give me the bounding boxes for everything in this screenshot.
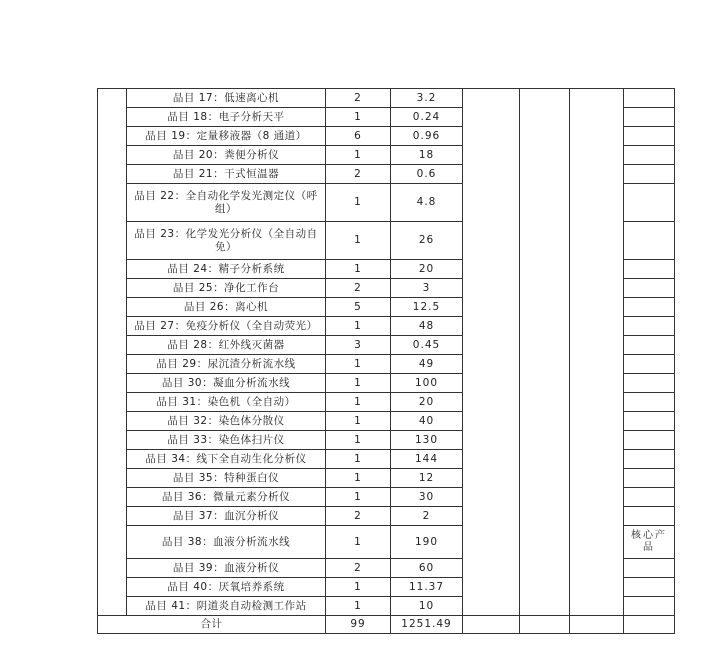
note-cell: [624, 260, 675, 279]
quantity-cell: 1: [326, 260, 391, 279]
amount-cell: 130: [391, 431, 463, 450]
item-name-cell: 品目 31：染色机（全自动）: [127, 393, 326, 412]
quantity-cell: 1: [326, 469, 391, 488]
amount-cell: 18: [391, 146, 463, 165]
item-name-cell: 品目 22：全自动化学发光测定仪（呼组）: [127, 184, 326, 222]
quantity-cell: 1: [326, 184, 391, 222]
amount-cell: 26: [391, 222, 463, 260]
item-name-cell: 品目 34：线下全自动生化分析仪: [127, 450, 326, 469]
item-name-cell: 品目 38：血液分析流水线: [127, 526, 326, 559]
amount-cell: 0.24: [391, 108, 463, 127]
item-name-cell: 品目 30：凝血分析流水线: [127, 374, 326, 393]
amount-cell: 100: [391, 374, 463, 393]
blank-cell: [624, 616, 675, 634]
quantity-cell: 2: [326, 559, 391, 578]
total-label-cell: 合计: [98, 616, 326, 634]
note-cell: [624, 108, 675, 127]
item-name-cell: 品目 25：净化工作台: [127, 279, 326, 298]
item-name-cell: 品目 35：特种蛋白仪: [127, 469, 326, 488]
amount-cell: 20: [391, 393, 463, 412]
blank-cell: [570, 89, 624, 616]
total-row: [98, 616, 675, 634]
item-name-cell: 品目 29：尿沉渣分析流水线: [127, 355, 326, 374]
quantity-cell: 2: [326, 507, 391, 526]
quantity-cell: 1: [326, 317, 391, 336]
item-name-cell: 品目 17：低速离心机: [127, 89, 326, 108]
quantity-cell: 2: [326, 279, 391, 298]
blank-cell: [463, 616, 520, 634]
quantity-cell: 1: [326, 450, 391, 469]
amount-cell: 20: [391, 260, 463, 279]
note-cell: [624, 559, 675, 578]
amount-cell: 60: [391, 559, 463, 578]
quantity-cell: 1: [326, 578, 391, 597]
note-cell: [624, 279, 675, 298]
category-cell: [98, 89, 127, 616]
item-name-cell: 品目 36：微量元素分析仪: [127, 488, 326, 507]
note-cell: [624, 431, 675, 450]
item-name-cell: 品目 23：化学发光分析仪（全自动自免）: [127, 222, 326, 260]
quantity-cell: 6: [326, 127, 391, 146]
amount-cell: 48: [391, 317, 463, 336]
item-name-cell: 品目 39：血液分析仪: [127, 559, 326, 578]
quantity-cell: 5: [326, 298, 391, 317]
blank-cell: [463, 89, 520, 616]
item-name-cell: 品目 24：精子分析系统: [127, 260, 326, 279]
quantity-cell: 1: [326, 222, 391, 260]
amount-cell: 2: [391, 507, 463, 526]
amount-cell: 0.96: [391, 127, 463, 146]
quantity-cell: 2: [326, 165, 391, 184]
note-cell: [624, 597, 675, 616]
note-cell: [624, 393, 675, 412]
note-cell: 核心产品: [624, 526, 675, 559]
amount-cell: 40: [391, 412, 463, 431]
blank-cell: [570, 616, 624, 634]
amount-cell: 11.37: [391, 578, 463, 597]
equipment-table: [97, 88, 675, 634]
note-cell: [624, 488, 675, 507]
quantity-cell: 1: [326, 412, 391, 431]
note-cell: [624, 355, 675, 374]
note-cell: [624, 222, 675, 260]
quantity-cell: 2: [326, 89, 391, 108]
amount-cell: 190: [391, 526, 463, 559]
blank-cell: [520, 89, 570, 616]
item-name-cell: 品目 32：染色体分散仪: [127, 412, 326, 431]
item-name-cell: 品目 27：免疫分析仪（全自动荧光）: [127, 317, 326, 336]
amount-cell: 4.8: [391, 184, 463, 222]
note-cell: [624, 127, 675, 146]
table-body: [98, 89, 675, 634]
amount-cell: 10: [391, 597, 463, 616]
item-name-cell: 品目 41：阴道炎自动检测工作站: [127, 597, 326, 616]
item-name-cell: 品目 40：厌氧培养系统: [127, 578, 326, 597]
note-cell: [624, 184, 675, 222]
quantity-cell: 1: [326, 488, 391, 507]
quantity-cell: 1: [326, 108, 391, 127]
item-name-cell: 品目 33：染色体扫片仪: [127, 431, 326, 450]
item-name-cell: 品目 28：红外线灭菌器: [127, 336, 326, 355]
note-cell: [624, 578, 675, 597]
note-cell: [624, 336, 675, 355]
quantity-cell: 1: [326, 146, 391, 165]
item-name-cell: 品目 18：电子分析天平: [127, 108, 326, 127]
note-cell: [624, 146, 675, 165]
amount-cell: 0.6: [391, 165, 463, 184]
amount-cell: 49: [391, 355, 463, 374]
note-cell: [624, 469, 675, 488]
item-name-cell: 品目 26：离心机: [127, 298, 326, 317]
amount-cell: 12.5: [391, 298, 463, 317]
amount-cell: 12: [391, 469, 463, 488]
total-amount-cell: 1251.49: [391, 616, 463, 634]
blank-cell: [520, 616, 570, 634]
note-cell: [624, 412, 675, 431]
item-name-cell: 品目 37：血沉分析仪: [127, 507, 326, 526]
note-cell: [624, 89, 675, 108]
note-cell: [624, 374, 675, 393]
quantity-cell: 1: [326, 597, 391, 616]
quantity-cell: 3: [326, 336, 391, 355]
note-cell: [624, 450, 675, 469]
table-row: [98, 89, 675, 108]
item-name-cell: 品目 20：粪便分析仪: [127, 146, 326, 165]
amount-cell: 3.2: [391, 89, 463, 108]
note-cell: [624, 298, 675, 317]
total-quantity-cell: 99: [326, 616, 391, 634]
amount-cell: 3: [391, 279, 463, 298]
quantity-cell: 1: [326, 355, 391, 374]
amount-cell: 0.45: [391, 336, 463, 355]
quantity-cell: 1: [326, 374, 391, 393]
quantity-cell: 1: [326, 393, 391, 412]
amount-cell: 30: [391, 488, 463, 507]
quantity-cell: 1: [326, 526, 391, 559]
note-cell: [624, 507, 675, 526]
note-cell: [624, 165, 675, 184]
item-name-cell: 品目 19：定量移液器（8 通道）: [127, 127, 326, 146]
note-cell: [624, 317, 675, 336]
item-name-cell: 品目 21：干式恒温器: [127, 165, 326, 184]
quantity-cell: 1: [326, 431, 391, 450]
amount-cell: 144: [391, 450, 463, 469]
